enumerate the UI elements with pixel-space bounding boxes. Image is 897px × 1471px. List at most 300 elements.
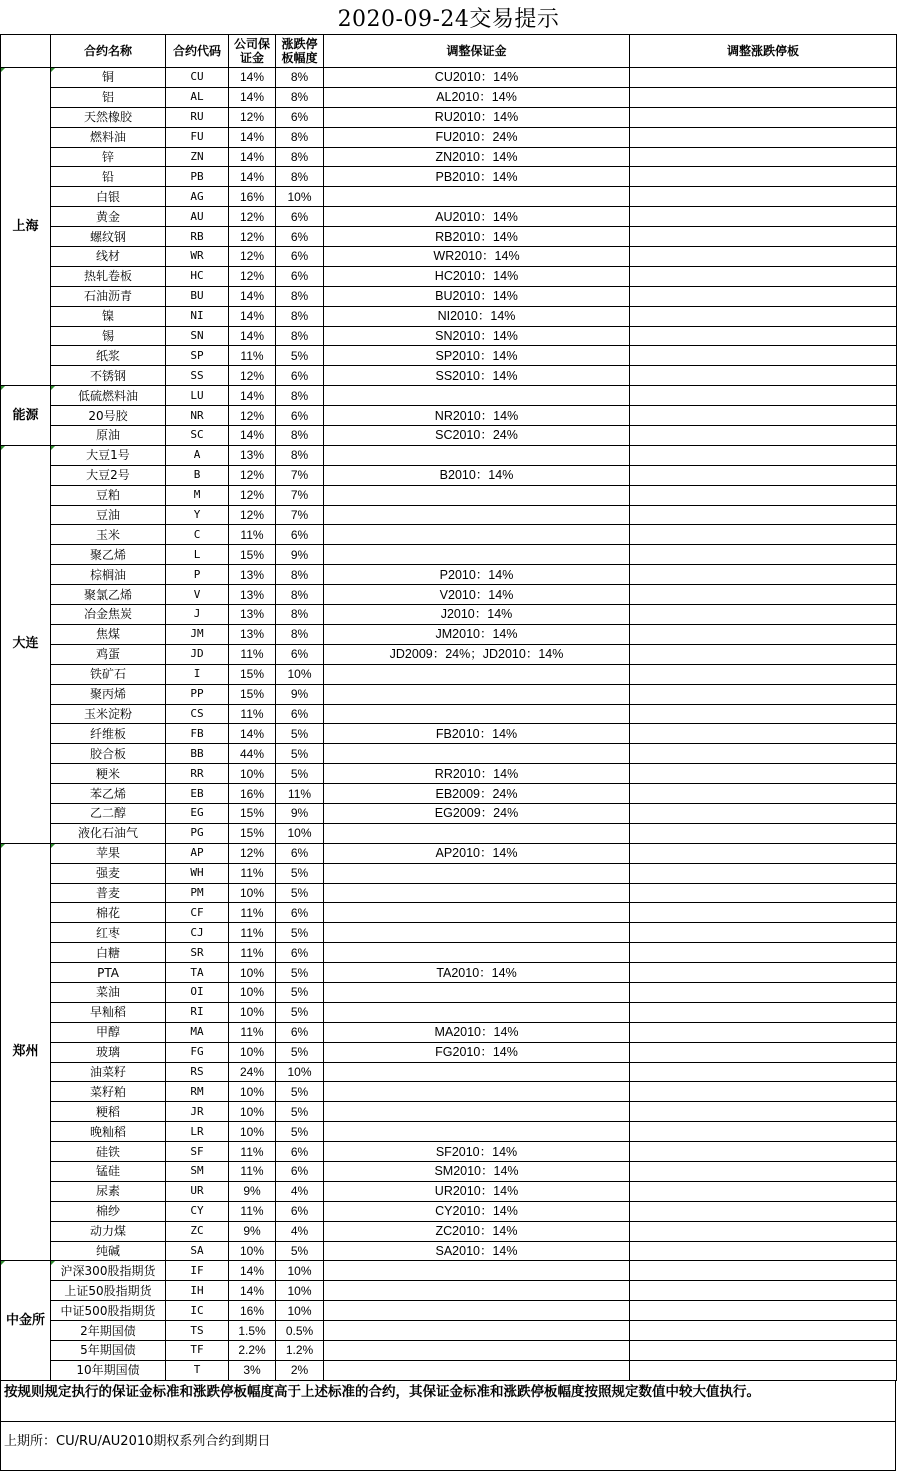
cell-margin: 10% (229, 1042, 276, 1062)
table-row (1, 1241, 897, 1261)
cell-adj-margin: B2010：14% (324, 465, 630, 485)
cell-code: PP (166, 684, 229, 704)
table-row (1, 1002, 897, 1022)
cell-adj-margin: V2010：14% (324, 585, 630, 605)
cell-adj-margin: AP2010：14% (324, 843, 630, 863)
table-row (1, 286, 897, 306)
table-row (1, 1360, 897, 1380)
cell-margin: 11% (229, 525, 276, 545)
table-row (1, 545, 897, 565)
cell-adj-limit (630, 445, 897, 465)
header-limit: 涨跌停板幅度 (276, 35, 324, 68)
cell-code: T (166, 1360, 229, 1380)
cell-adj-limit (630, 207, 897, 227)
cell-margin: 10% (229, 1122, 276, 1142)
cell-limit: 8% (276, 624, 324, 644)
table-row (1, 803, 897, 823)
cell-adj-margin (324, 883, 630, 903)
cell-adj-margin (324, 744, 630, 764)
cell-code: TF (166, 1341, 229, 1361)
cell-adj-margin: RU2010：14% (324, 107, 630, 127)
cell-limit: 6% (276, 1161, 324, 1181)
cell-limit: 9% (276, 803, 324, 823)
cell-code: A (166, 445, 229, 465)
cell-margin: 12% (229, 843, 276, 863)
cell-limit: 5% (276, 1122, 324, 1142)
cell-adj-limit (630, 107, 897, 127)
table-row (1, 704, 897, 724)
cell-adj-margin (324, 923, 630, 943)
cell-adj-limit (630, 87, 897, 107)
cell-adj-limit (630, 1301, 897, 1321)
cell-adj-margin: MA2010：14% (324, 1022, 630, 1042)
cell-adj-limit (630, 1341, 897, 1361)
cell-code: AL (166, 87, 229, 107)
cell-code: PB (166, 167, 229, 187)
cell-adj-limit (630, 823, 897, 843)
cell-adj-limit (630, 286, 897, 306)
cell-limit: 5% (276, 724, 324, 744)
cell-name: 棕榈油 (51, 565, 166, 585)
cell-code: FB (166, 724, 229, 744)
cell-name: 棉花 (51, 903, 166, 923)
cell-adj-limit (630, 1181, 897, 1201)
cell-name: 不锈钢 (51, 366, 166, 386)
cell-code: TA (166, 963, 229, 983)
cell-adj-limit (630, 227, 897, 247)
cell-name: 燃料油 (51, 127, 166, 147)
cell-limit: 8% (276, 87, 324, 107)
cell-code: BU (166, 286, 229, 306)
cell-margin: 14% (229, 87, 276, 107)
cell-code: ZC (166, 1221, 229, 1241)
cell-code: I (166, 664, 229, 684)
cell-adj-margin (324, 1002, 630, 1022)
cell-limit: 5% (276, 1241, 324, 1261)
cell-adj-margin: TA2010：14% (324, 963, 630, 983)
cell-margin: 11% (229, 346, 276, 366)
cell-code: EB (166, 784, 229, 804)
header-exchange (1, 35, 51, 68)
table-row (1, 903, 897, 923)
cell-adj-limit (630, 426, 897, 446)
cell-adj-margin: HC2010：14% (324, 266, 630, 286)
cell-margin: 12% (229, 505, 276, 525)
cell-adj-limit (630, 127, 897, 147)
cell-adj-margin: JM2010：14% (324, 624, 630, 644)
cell-limit: 5% (276, 346, 324, 366)
cell-name: 豆粕 (51, 485, 166, 505)
cell-name: 大豆2号 (51, 465, 166, 485)
cell-name: 大豆1号 (51, 445, 166, 465)
table-row (1, 744, 897, 764)
cell-adj-limit (630, 306, 897, 326)
cell-margin: 14% (229, 1281, 276, 1301)
cell-adj-margin: PB2010：14% (324, 167, 630, 187)
cell-limit: 5% (276, 1082, 324, 1102)
table-row (1, 1301, 897, 1321)
table-row (1, 1221, 897, 1241)
cell-name: 铜 (51, 68, 166, 88)
cell-code: C (166, 525, 229, 545)
cell-code: RB (166, 227, 229, 247)
cell-margin: 14% (229, 68, 276, 88)
cell-margin: 1.5% (229, 1321, 276, 1341)
table-row (1, 1341, 897, 1361)
cell-adj-margin (324, 1301, 630, 1321)
cell-margin: 10% (229, 963, 276, 983)
table-row (1, 147, 897, 167)
cell-margin: 12% (229, 266, 276, 286)
cell-adj-limit (630, 1002, 897, 1022)
table-row (1, 525, 897, 545)
cell-name: 2年期国债 (51, 1321, 166, 1341)
table-row (1, 187, 897, 207)
cell-adj-limit (630, 1321, 897, 1341)
cell-adj-limit (630, 704, 897, 724)
cell-adj-limit (630, 366, 897, 386)
header-margin: 公司保证金 (229, 35, 276, 68)
cell-code: V (166, 585, 229, 605)
cell-code: PM (166, 883, 229, 903)
notes-table (0, 1380, 896, 1471)
cell-adj-margin: SS2010：14% (324, 366, 630, 386)
table-row (1, 1161, 897, 1181)
cell-adj-limit (630, 1022, 897, 1042)
cell-limit: 8% (276, 426, 324, 446)
cell-limit: 10% (276, 823, 324, 843)
cell-adj-margin: J2010：14% (324, 605, 630, 625)
table-row (1, 167, 897, 187)
cell-adj-limit (630, 943, 897, 963)
table-row (1, 1042, 897, 1062)
cell-name: 聚丙烯 (51, 684, 166, 704)
cell-adj-limit (630, 1042, 897, 1062)
header-adj-margin: 调整保证金 (324, 35, 630, 68)
cell-name: 晚籼稻 (51, 1122, 166, 1142)
cell-code: AG (166, 187, 229, 207)
cell-limit: 5% (276, 1002, 324, 1022)
cell-margin: 14% (229, 286, 276, 306)
table-row (1, 87, 897, 107)
cell-name: 乙二醇 (51, 803, 166, 823)
cell-limit: 6% (276, 1022, 324, 1042)
header-code: 合约代码 (166, 35, 229, 68)
cell-adj-limit (630, 982, 897, 1002)
cell-adj-margin: FB2010：14% (324, 724, 630, 744)
cell-margin: 10% (229, 883, 276, 903)
cell-code: SC (166, 426, 229, 446)
cell-adj-limit (630, 1102, 897, 1122)
cell-adj-limit (630, 525, 897, 545)
table-row (1, 227, 897, 247)
cell-limit: 1.2% (276, 1341, 324, 1361)
cell-name: 强麦 (51, 863, 166, 883)
cell-limit: 5% (276, 863, 324, 883)
cell-margin: 10% (229, 764, 276, 784)
table-row (1, 386, 897, 406)
table-row (1, 565, 897, 585)
table-row (1, 1201, 897, 1221)
cell-margin: 15% (229, 684, 276, 704)
cell-adj-margin (324, 982, 630, 1002)
cell-adj-margin (324, 505, 630, 525)
table-row (1, 982, 897, 1002)
table-row (1, 1122, 897, 1142)
cell-code: JD (166, 644, 229, 664)
cell-code: HC (166, 266, 229, 286)
cell-adj-margin (324, 1281, 630, 1301)
cell-code: JR (166, 1102, 229, 1122)
cell-adj-limit (630, 68, 897, 88)
cell-adj-limit (630, 843, 897, 863)
cell-margin: 2.2% (229, 1341, 276, 1361)
cell-name: 豆油 (51, 505, 166, 525)
cell-name: 石油沥青 (51, 286, 166, 306)
cell-adj-margin (324, 903, 630, 923)
cell-margin: 10% (229, 1102, 276, 1122)
cell-margin: 12% (229, 227, 276, 247)
cell-margin: 16% (229, 784, 276, 804)
table-row (1, 823, 897, 843)
cell-limit: 9% (276, 684, 324, 704)
cell-limit: 6% (276, 227, 324, 247)
cell-code: RU (166, 107, 229, 127)
cell-limit: 10% (276, 187, 324, 207)
cell-margin: 14% (229, 167, 276, 187)
cell-code: MA (166, 1022, 229, 1042)
cell-adj-margin: EG2009：24% (324, 803, 630, 823)
cell-limit: 6% (276, 207, 324, 227)
cell-adj-margin (324, 1082, 630, 1102)
cell-name: 油菜籽 (51, 1062, 166, 1082)
cell-limit: 6% (276, 406, 324, 426)
table-row (1, 605, 897, 625)
cell-code: P (166, 565, 229, 585)
cell-adj-limit (630, 664, 897, 684)
cell-name: 白糖 (51, 943, 166, 963)
cell-adj-limit (630, 644, 897, 664)
cell-margin: 12% (229, 107, 276, 127)
cell-limit: 6% (276, 943, 324, 963)
cell-name: 铅 (51, 167, 166, 187)
cell-name: 甲醇 (51, 1022, 166, 1042)
table-row (1, 127, 897, 147)
cell-code: PG (166, 823, 229, 843)
table-row (1, 943, 897, 963)
cell-margin: 13% (229, 605, 276, 625)
cell-name: 铝 (51, 87, 166, 107)
cell-limit: 6% (276, 644, 324, 664)
cell-name: 纯碱 (51, 1241, 166, 1261)
cell-adj-margin (324, 187, 630, 207)
cell-adj-margin: JD2009：24%；JD2010：14% (324, 644, 630, 664)
cell-limit: 7% (276, 505, 324, 525)
cell-limit: 8% (276, 286, 324, 306)
cell-limit: 8% (276, 585, 324, 605)
cell-limit: 8% (276, 605, 324, 625)
cell-adj-limit (630, 744, 897, 764)
cell-adj-margin: AL2010：14% (324, 87, 630, 107)
cell-name: 上证50股指期货 (51, 1281, 166, 1301)
cell-limit: 8% (276, 445, 324, 465)
cell-name: 硅铁 (51, 1142, 166, 1162)
table-row (1, 426, 897, 446)
table-row (1, 505, 897, 525)
table-row (1, 68, 897, 88)
table-row (1, 843, 897, 863)
cell-code: TS (166, 1321, 229, 1341)
cell-margin: 11% (229, 943, 276, 963)
cell-code: J (166, 605, 229, 625)
cell-margin: 14% (229, 147, 276, 167)
table-row (1, 107, 897, 127)
cell-margin: 11% (229, 1201, 276, 1221)
cell-limit: 8% (276, 386, 324, 406)
table-row (1, 485, 897, 505)
cell-limit: 4% (276, 1221, 324, 1241)
table-row (1, 644, 897, 664)
cell-name: 尿素 (51, 1181, 166, 1201)
cell-margin: 11% (229, 923, 276, 943)
cell-code: B (166, 465, 229, 485)
table-row (1, 963, 897, 983)
cell-code: BB (166, 744, 229, 764)
cell-name: 铁矿石 (51, 664, 166, 684)
cell-adj-margin: NI2010：14% (324, 306, 630, 326)
cell-margin: 11% (229, 704, 276, 724)
header-name: 合约名称 (51, 35, 166, 68)
cell-adj-limit (630, 1122, 897, 1142)
cell-adj-limit (630, 883, 897, 903)
cell-name: 冶金焦炭 (51, 605, 166, 625)
cell-code: UR (166, 1181, 229, 1201)
cell-code: RI (166, 1002, 229, 1022)
cell-code: SF (166, 1142, 229, 1162)
cell-adj-margin (324, 1261, 630, 1281)
cell-name: 动力煤 (51, 1221, 166, 1241)
cell-limit: 5% (276, 744, 324, 764)
cell-adj-margin (324, 823, 630, 843)
header-row (1, 35, 897, 68)
cell-adj-margin (324, 664, 630, 684)
cell-margin: 11% (229, 1022, 276, 1042)
table-row (1, 1142, 897, 1162)
cell-adj-limit (630, 346, 897, 366)
cell-limit: 10% (276, 1281, 324, 1301)
cell-code: SR (166, 943, 229, 963)
cell-limit: 6% (276, 843, 324, 863)
cell-adj-limit (630, 1082, 897, 1102)
cell-limit: 8% (276, 147, 324, 167)
table-row (1, 366, 897, 386)
cell-adj-limit (630, 1261, 897, 1281)
cell-adj-margin (324, 863, 630, 883)
cell-code: RR (166, 764, 229, 784)
table-row (1, 306, 897, 326)
cell-adj-limit (630, 485, 897, 505)
table-row (1, 764, 897, 784)
table-row (1, 883, 897, 903)
cell-adj-margin: RB2010：14% (324, 227, 630, 247)
cell-margin: 12% (229, 485, 276, 505)
cell-margin: 10% (229, 1082, 276, 1102)
cell-adj-limit (630, 565, 897, 585)
table-row (1, 1102, 897, 1122)
cell-adj-margin: SP2010：14% (324, 346, 630, 366)
table-row (1, 266, 897, 286)
table-row (1, 923, 897, 943)
cell-margin: 15% (229, 803, 276, 823)
cell-name: 焦煤 (51, 624, 166, 644)
cell-margin: 12% (229, 465, 276, 485)
table-row (1, 784, 897, 804)
table-row (1, 326, 897, 346)
cell-margin: 11% (229, 644, 276, 664)
cell-margin: 15% (229, 545, 276, 565)
cell-code: SA (166, 1241, 229, 1261)
cell-limit: 6% (276, 525, 324, 545)
cell-limit: 8% (276, 306, 324, 326)
cell-code: JM (166, 624, 229, 644)
cell-adj-margin (324, 1321, 630, 1341)
cell-name: 玉米淀粉 (51, 704, 166, 724)
cell-adj-limit (630, 247, 897, 267)
cell-adj-limit (630, 903, 897, 923)
cell-name: 聚乙烯 (51, 545, 166, 565)
cell-adj-margin (324, 1360, 630, 1380)
table-row (1, 724, 897, 744)
cell-name: 沪深300股指期货 (51, 1261, 166, 1281)
cell-code: CJ (166, 923, 229, 943)
cell-name: 玉米 (51, 525, 166, 545)
cell-name: 中证500股指期货 (51, 1301, 166, 1321)
cell-limit: 6% (276, 704, 324, 724)
table-row (1, 406, 897, 426)
exchange-label: 上海 (1, 68, 51, 386)
cell-adj-limit (630, 1241, 897, 1261)
cell-adj-margin: SM2010：14% (324, 1161, 630, 1181)
cell-margin: 11% (229, 1142, 276, 1162)
cell-code: IC (166, 1301, 229, 1321)
cell-limit: 5% (276, 982, 324, 1002)
cell-name: 线材 (51, 247, 166, 267)
cell-margin: 9% (229, 1181, 276, 1201)
cell-code: L (166, 545, 229, 565)
cell-code: CY (166, 1201, 229, 1221)
cell-adj-margin (324, 943, 630, 963)
cell-margin: 10% (229, 1002, 276, 1022)
cell-adj-limit (630, 605, 897, 625)
table-row (1, 1082, 897, 1102)
cell-limit: 4% (276, 1181, 324, 1201)
cell-code: WR (166, 247, 229, 267)
cell-limit: 10% (276, 1261, 324, 1281)
cell-adj-limit (630, 326, 897, 346)
cell-margin: 16% (229, 187, 276, 207)
cell-adj-limit (630, 187, 897, 207)
cell-adj-limit (630, 1161, 897, 1181)
cell-code: RM (166, 1082, 229, 1102)
cell-limit: 2% (276, 1360, 324, 1380)
cell-name: 热轧卷板 (51, 266, 166, 286)
cell-adj-margin (324, 684, 630, 704)
cell-adj-limit (630, 863, 897, 883)
cell-name: 菜籽粕 (51, 1082, 166, 1102)
cell-limit: 11% (276, 784, 324, 804)
table-body (1, 35, 897, 1381)
cell-adj-limit (630, 386, 897, 406)
